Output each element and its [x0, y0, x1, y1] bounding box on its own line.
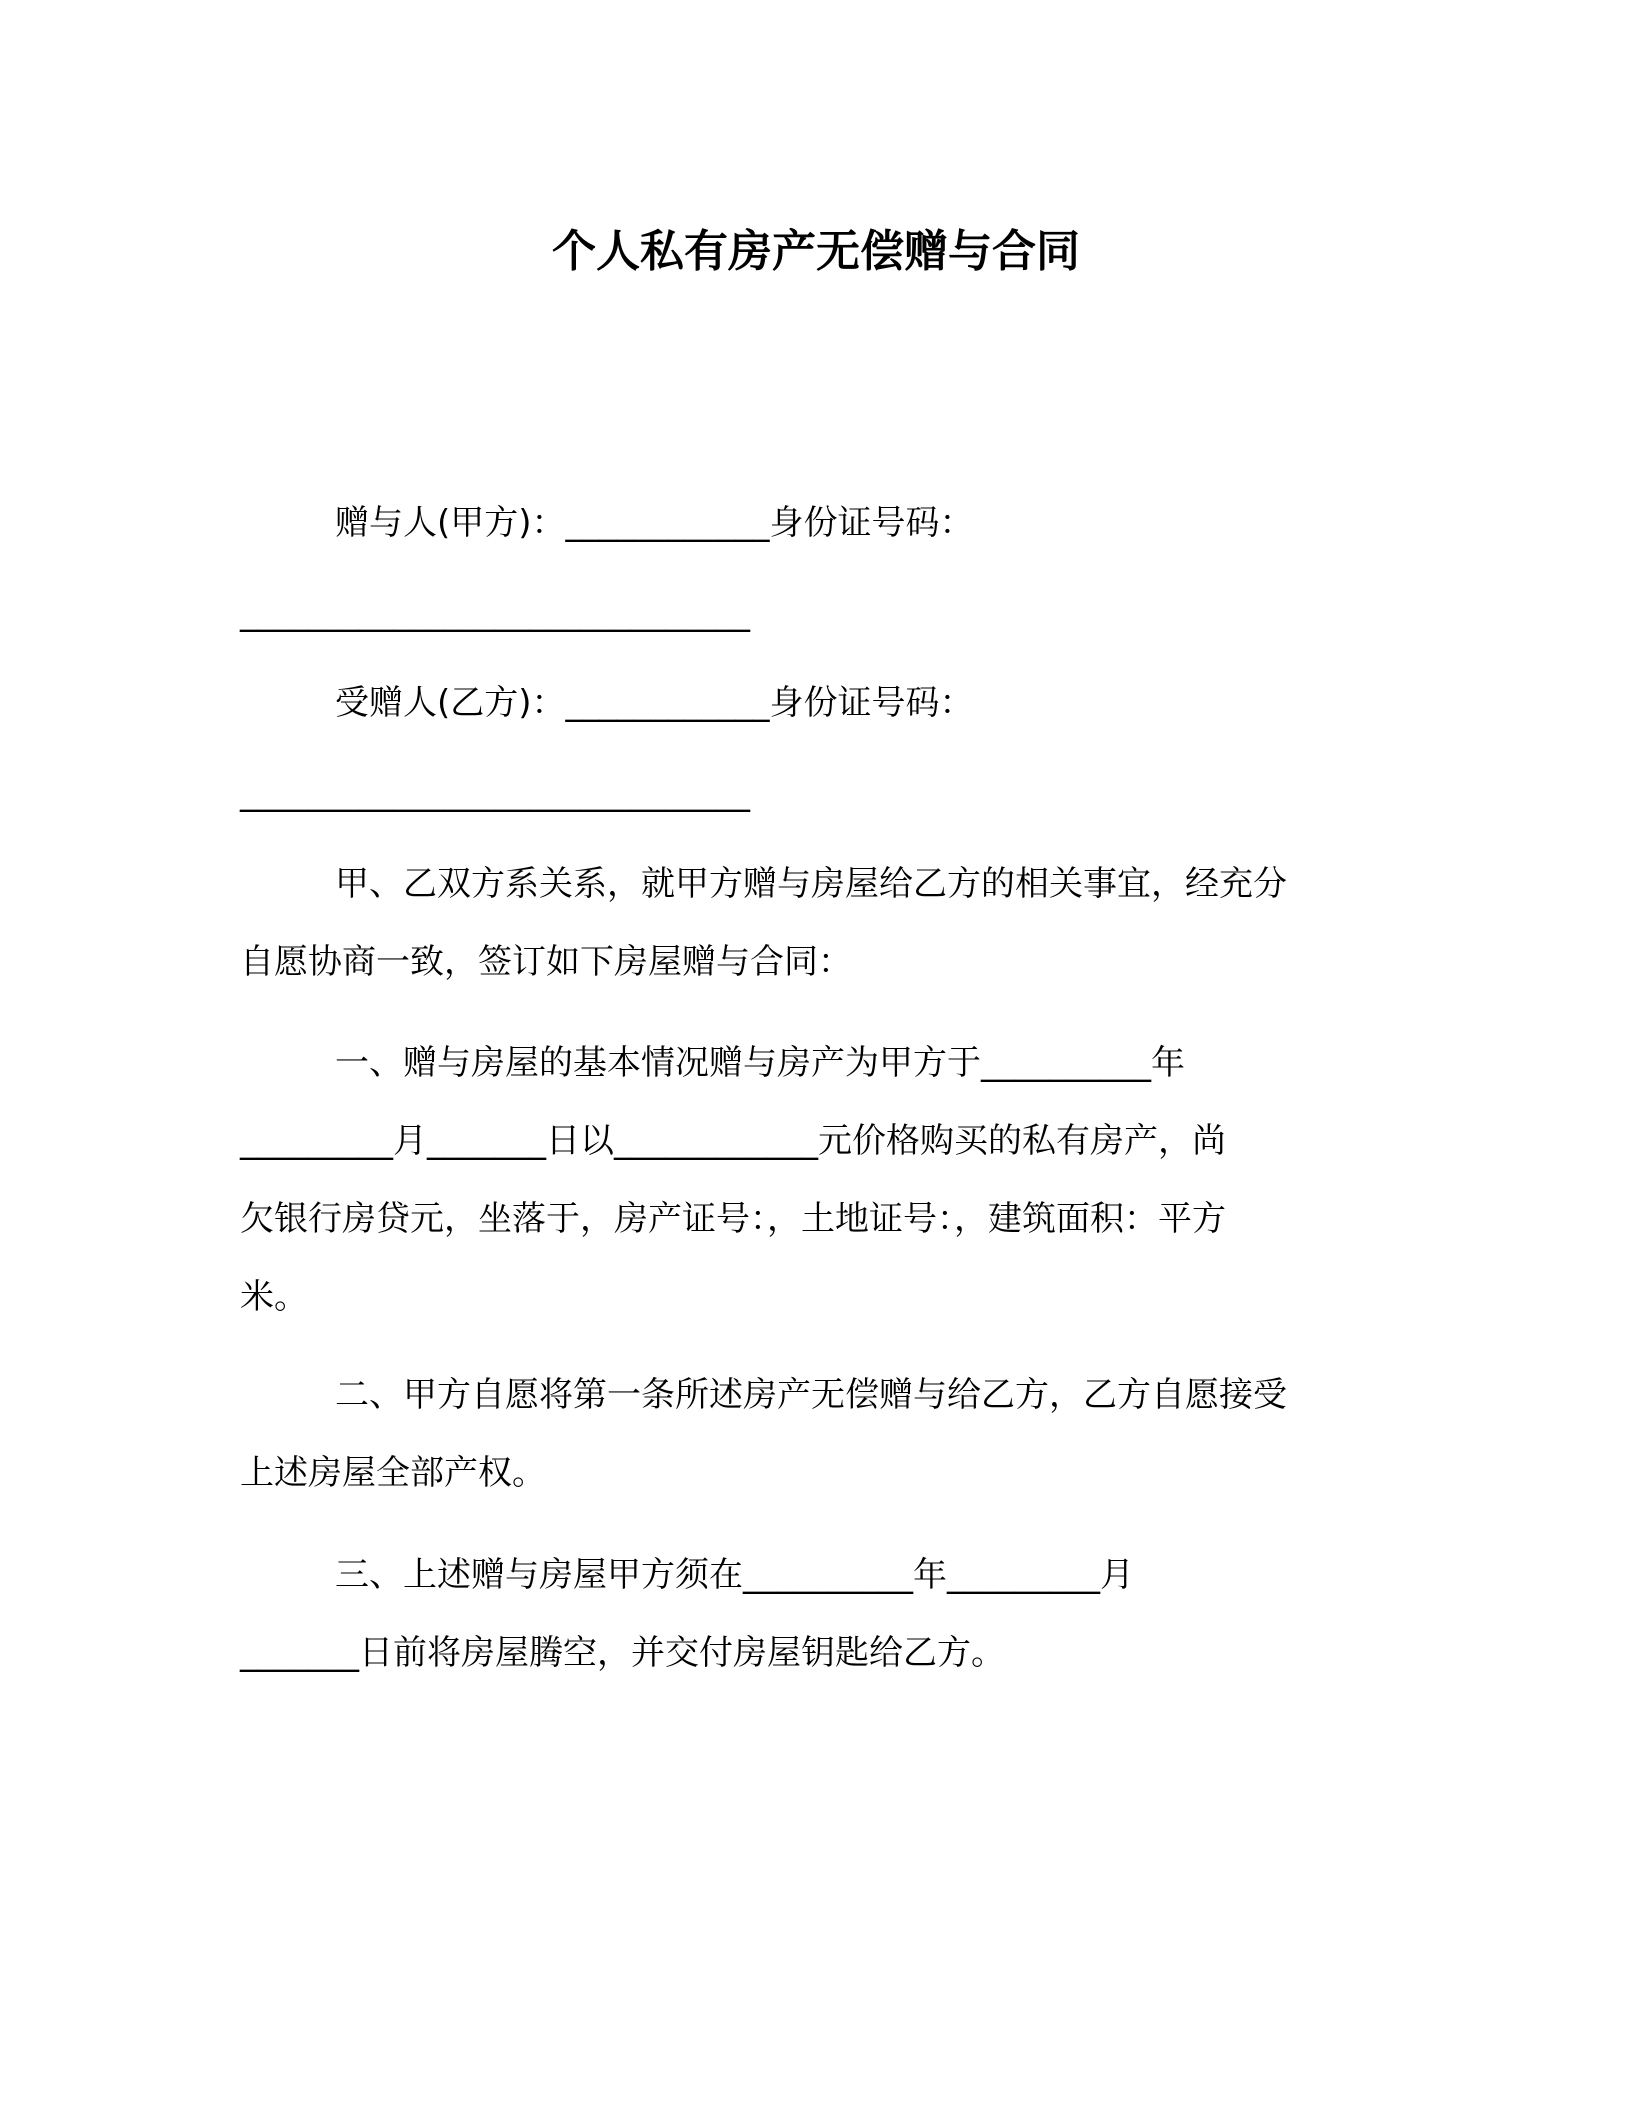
- donee-line: 受赠人(乙方)：____________身份证号码：: [335, 683, 974, 723]
- donor-section: [240, 484, 1400, 652]
- intro-paragraph: [240, 845, 1400, 1001]
- donor-id-line: ______________________________: [240, 593, 750, 633]
- clause-1-line-3: 欠银行房贷元，坐落于，房产证号：，土地证号：，建筑面积：平方: [240, 1199, 1226, 1239]
- donee-section: [240, 664, 1400, 832]
- document-title: 个人私有房产无偿赠与合同: [552, 226, 1080, 277]
- intro-line-2: 自愿协商一致，签订如下房屋赠与合同：: [240, 942, 852, 982]
- donor-line: 赠与人(甲方)：____________身份证号码：: [335, 503, 974, 543]
- intro-line-1: 甲、乙双方系关系，就甲方赠与房屋给乙方的相关事宜，经充分: [335, 864, 1287, 904]
- clause-2-line-1: 二、甲方自愿将第一条所述房产无偿赠与给乙方，乙方自愿接受: [335, 1375, 1287, 1415]
- clause-1-paragraph: [240, 1024, 1400, 1336]
- clause-2-paragraph: [240, 1356, 1400, 1512]
- donee-id-line: ______________________________: [240, 773, 750, 813]
- clause-2-line-2: 上述房屋全部产权。: [240, 1453, 546, 1493]
- clause-3-line-2: _______日前将房屋腾空，并交付房屋钥匙给乙方。: [240, 1633, 1005, 1673]
- clause-1-line-2: _________月_______日以____________元价格购买的私有房产，尚: [240, 1121, 1226, 1161]
- clause-1-line-4: 米。: [240, 1277, 308, 1317]
- clause-1-line-1: 一、赠与房屋的基本情况赠与房产为甲方于__________年: [335, 1043, 1185, 1083]
- clause-3-paragraph: [240, 1536, 1400, 1692]
- clause-3-line-1: 三、上述赠与房屋甲方须在__________年_________月: [335, 1555, 1134, 1595]
